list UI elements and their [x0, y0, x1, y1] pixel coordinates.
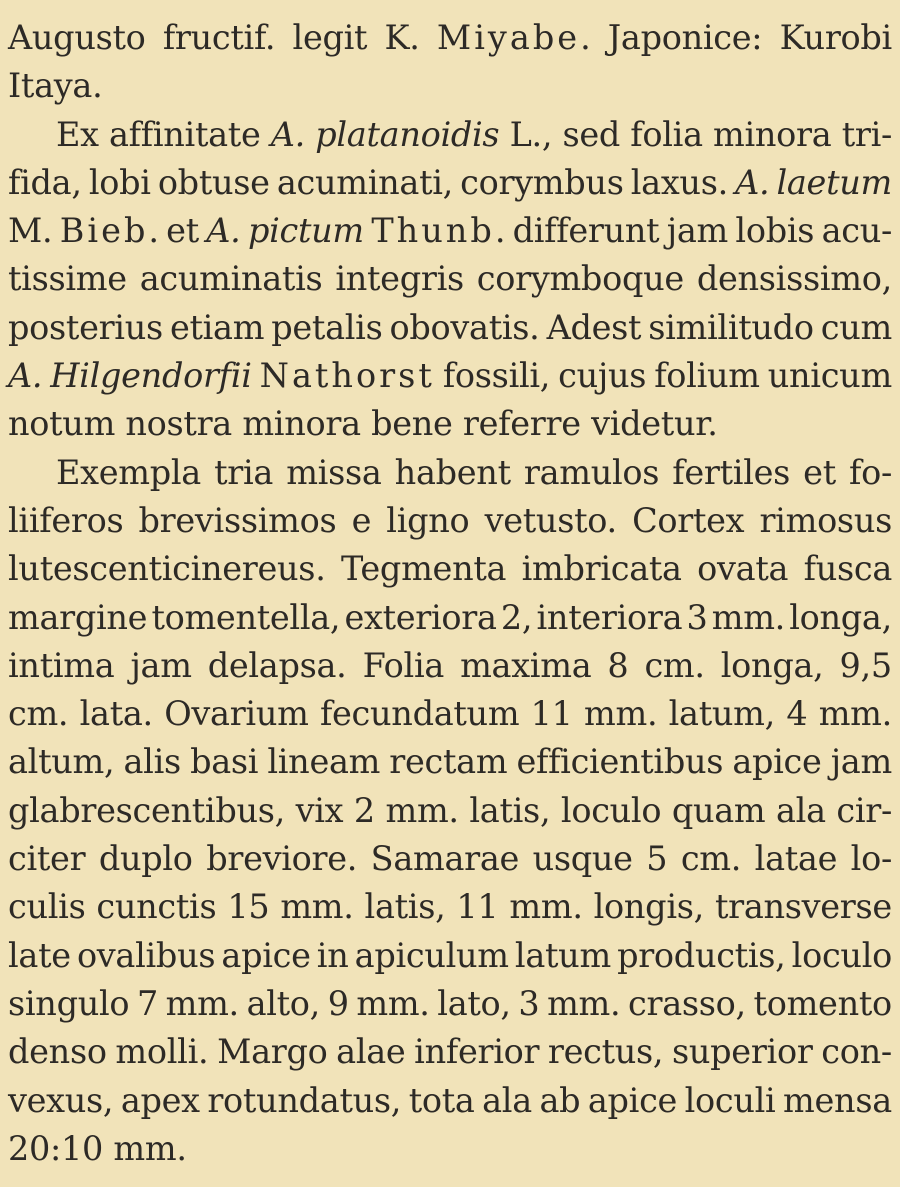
text-line: M. Bieb. et A. pictum Thunb. differunt jam lobis acu-	[8, 211, 892, 251]
text-line: vexus, apex rotundatus, tota ala ab apice loculi mensa	[8, 1080, 892, 1120]
text-line: tissime acuminatis integris corymboque densissimo,	[8, 259, 892, 299]
text-line: intima jam delapsa. Folia maxima 8 cm. longa, 9,5	[8, 645, 892, 685]
text-line: Itaya.	[8, 66, 103, 106]
text-line: singulo 7 mm. alto, 9 mm. lato, 3 mm. crasso, tomento	[8, 983, 892, 1023]
paragraph-3	[8, 449, 892, 1173]
text-line: late ovalibus apice in apiculum latum productis, loculo	[8, 935, 892, 975]
text-line: notum nostra minora bene referre videtur.	[8, 404, 718, 444]
text-line: citer duplo breviore. Samarae usque 5 cm. latae lo-	[8, 839, 892, 879]
text-line: culis cunctis 15 mm. latis, 11 mm. longis, transverse	[8, 887, 892, 927]
text-line: glabrescentibus, vix 2 mm. latis, loculo quam ala cir-	[8, 790, 892, 830]
text-line: 20:10 mm.	[8, 1128, 187, 1168]
paragraph-2	[8, 111, 892, 449]
text-line: altum, alis basi lineam rectam efficientibus apice jam	[8, 742, 892, 782]
text-line: cm. lata. Ovarium fecundatum 11 mm. latum, 4 mm.	[8, 694, 892, 734]
text-line: Augusto fructif. legit K. Miyabe. Japonice: Kurobi	[8, 18, 892, 57]
text-line: posterius etiam petalis obovatis. Adest similitudo cum	[8, 307, 892, 347]
text-line: A. Hilgendorfii Nathorst fossili, cujus folium unicum	[8, 356, 892, 396]
text-line: denso molli. Margo alae inferior rectus, superior con-	[8, 1032, 892, 1072]
text-line: margine tomentella, exteriora 2, interiora 3 mm. longa,	[8, 597, 892, 637]
text-line: liiferos brevissimos e ligno vetusto. Cortex rimosus	[8, 500, 892, 540]
text-line: lutescenticinereus. Tegmenta imbricata ovata fusca	[8, 549, 892, 589]
text-line: Ex affinitate A. platanoidis L., sed folia minora tri-	[56, 114, 892, 154]
text-line: Exempla tria missa habent ramulos fertiles et fo-	[56, 452, 892, 492]
paragraph-1	[8, 14, 892, 111]
text-line: fida, lobi obtuse acuminati, corymbus laxus. A. laetum	[8, 162, 892, 202]
